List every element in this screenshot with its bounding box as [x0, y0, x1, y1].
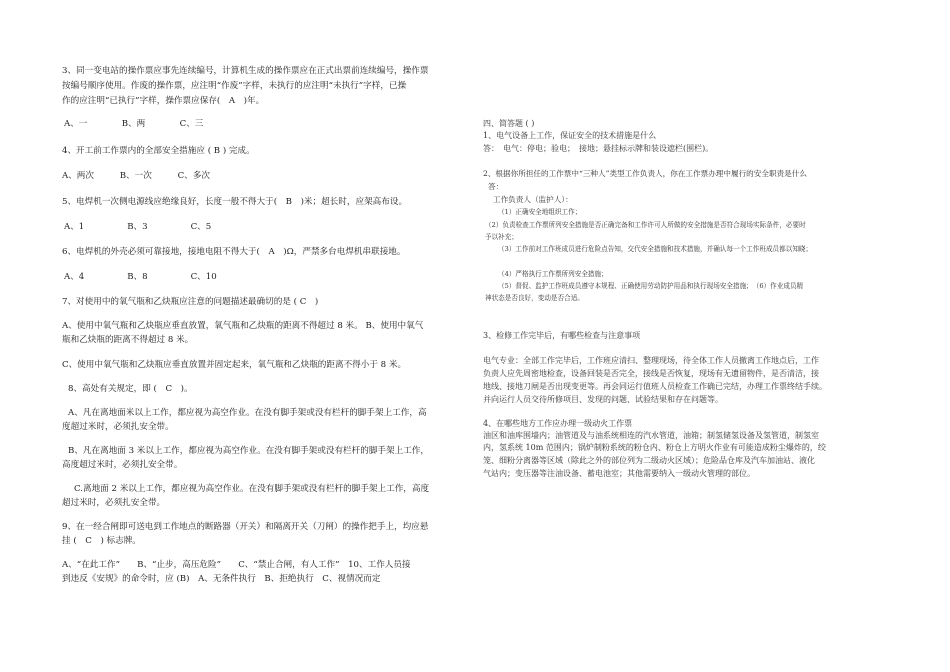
- text-line: （2）负责检查工作票所列安全措施是否正确完备和工作许可人所做的安全措施是否符合现场实际条件，必要时: [485, 221, 806, 229]
- text-line: （5）督促、监护工作班成员遵守本规程、正确使用劳动防护用品和执行现场安全措施； （6）作业成员精: [498, 282, 804, 290]
- text-line: （1）正确安全地组织工作；: [498, 208, 582, 216]
- text-line: A、4 B、8 C、10: [64, 272, 217, 282]
- text-line: A、“在此工作” B、“止步，高压危险” C、“禁止合闸，有人工作” 10、工作人员接: [62, 560, 411, 570]
- text-line: 油区和油库围墙内；油管道及与油系统相连的汽水管道，油箱；制氢储氢设备及氢管道，制氢室: [483, 431, 819, 440]
- text-line: 超过米时，必须扎安全带。: [62, 498, 166, 508]
- text-line: （3）工作前对工作班成员进行危险点告知，交代安全措施和技术措施，并确认每一个工作班成员都以知晓；: [498, 245, 813, 253]
- text-line: C.离地面 2 米以上工作，都应视为高空作业。在没有脚手架或没有栏杆的脚手架上工作，高度: [74, 484, 430, 494]
- text-line: A、一 B、两 C、三: [64, 119, 204, 129]
- text-line: 4、开工前工作票内的全部安全措施应 ( B ) 完成。: [62, 146, 255, 156]
- text-line: 负责人应先周密地检查，设备回装是否完全，接线是否恢复，现场有无遗留物件，是否清洁，接: [483, 369, 819, 378]
- text-line: A、凡在离地面米以上工作，都应视为高空作业。在没有脚手架或没有栏杆的脚手架上工作，高: [68, 408, 427, 418]
- text-line: A、两次 B、一次 C、多次: [62, 171, 211, 181]
- text-line: 气站内；变压器等注油设备、蓄电池室；其他需要纳入一级动火管理的部位。: [483, 469, 755, 478]
- text-line: 高度超过米时，必须扎安全带。: [62, 460, 183, 470]
- text-line: 内，氢系统 10m 范围内；锅炉制粉系统的粉仓内、粉仓上方明火作业有可能造成粉尘爆炸的，绞: [483, 443, 826, 452]
- text-line: 1、电气设备上工作，保证安全的技术措施是什么: [483, 131, 657, 140]
- text-line: A、1 B、3 C、5: [64, 222, 212, 232]
- text-line: 5、电焊机一次侧电源线应绝缘良好，长度一般不得大于( B )米；超长时，应架高布设。: [62, 197, 408, 207]
- text-line: 神状态是否良好，变动是否合适。: [485, 294, 584, 302]
- text-line: 4、在哪些地方工作应办理一级动火工作票: [483, 419, 633, 428]
- text-line: 答：: [488, 182, 504, 191]
- text-line: C、使用中氧气瓶和乙炔瓶应垂直放置并固定起来，氧气瓶和乙炔瓶的距离不得小于 8 米。: [62, 360, 407, 370]
- text-line: 3、检修工作完毕后，有哪些检查与注意事项: [483, 331, 641, 340]
- text-line: 3、同一变电站的操作票应事先连续编号，计算机生成的操作票应在正式出票前连续编号，操作票: [62, 66, 429, 76]
- text-line: 9、在一经合闸即可送电到工作地点的断路器（开关）和隔离开关（刀闸）的操作把手上，均应悬: [62, 522, 429, 532]
- text-line: 到违反《安规》的命令时，应 (B) A、无条件执行 B、拒绝执行 C、视情况而定: [62, 574, 381, 584]
- text-line: 按编号顺序使用。作废的操作票，应注明“作废”字样，未执行的应注明“未执行”字样，已操: [62, 81, 407, 91]
- text-line: 作的应注明“已执行”字样，操作票应保存( A )年。: [62, 96, 265, 106]
- text-line: 笼、细粉分离器等区域（除此之外的部位列为二级动火区域）；危险品仓库及汽车加油站、液化: [483, 456, 815, 465]
- text-line: 挂 ( C ) 标志牌。: [62, 536, 141, 546]
- text-line: B、凡在离地面 3 米以上工作，都应视为高空作业。在没有脚手架或没有栏杆的脚手架上工作，: [68, 446, 429, 456]
- text-line: 7、对使用中的氧气瓶和乙炔瓶应注意的问题描述最确切的是 ( C ): [62, 297, 319, 307]
- text-line: 2、根据你所担任的工作票中“三种人”类型工作负责人，你在工作票办理中履行的安全职责是什么: [483, 169, 807, 178]
- text-line: 工作负责人（监护人）：: [493, 195, 573, 204]
- text-line: 地线、接地刀闸是否出现变更等。再会同运行值班人员检查工作确已完结，办理工作票终结手续。: [483, 382, 827, 391]
- text-line: 四、简答题 ( ): [483, 119, 535, 128]
- text-line: 电气专业：全部工作完毕后，工作班应清扫、整理现场，待全体工作人员撤离工作地点后，工作: [483, 356, 819, 365]
- text-line: （4）严格执行工作票所列安全措施；: [498, 270, 608, 278]
- text-line: 8、高处有关规定，即 ( C )。: [68, 384, 193, 394]
- text-line: 并向运行人员交待所修项目、发现的问题、试验结果和存在问题等。: [483, 395, 723, 404]
- text-line: 答： 电气：停电；验电； 接地；悬挂标示牌和装设遮栏(围栏)。: [483, 144, 714, 153]
- text-line: 度超过米时，必须扎安全带。: [62, 422, 174, 432]
- text-line: 予以补充；: [485, 233, 518, 241]
- text-line: 瓶和乙炔瓶的距离不得超过 8 米。: [62, 335, 194, 345]
- text-line: 6、电焊机的外壳必须可靠接地，接地电阻不得大于( A )Ω，严禁多台电焊机串联接地。: [62, 247, 406, 257]
- text-line: A、使用中氧气瓶和乙炔瓶应垂直放置，氧气瓶和乙炔瓶的距离不得超过 8 米。 B、使用中氧气: [62, 321, 424, 331]
